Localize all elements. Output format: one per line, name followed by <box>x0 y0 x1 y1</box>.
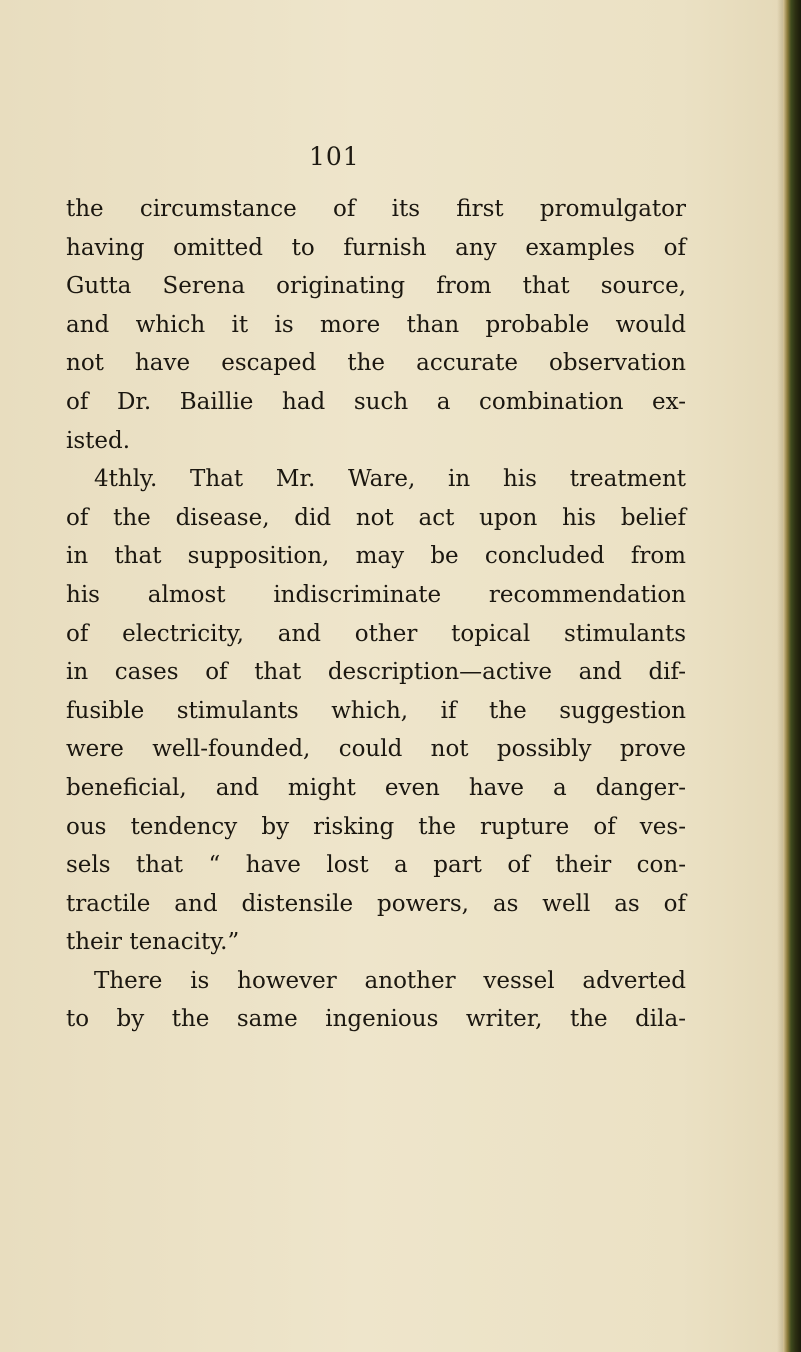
text-line: of Dr. Baillie had such a combination ex- <box>66 388 686 415</box>
text-line: There is however another vessel adverted <box>94 967 686 994</box>
text-line: 4thly. That Mr. Ware, in his treatment <box>94 466 686 493</box>
text-line: the circumstance of its first promulgator <box>66 196 686 222</box>
text-line: his almost indiscriminate recommendation <box>66 581 686 608</box>
text-line: in that supposition, may be concluded from <box>66 543 686 570</box>
text-line: isted. <box>66 427 131 454</box>
book-binding-edge <box>783 0 801 1352</box>
text-line: fusible stimulants which, if the suggestion <box>66 697 686 724</box>
text-line: of the disease, did not act upon his belief <box>66 504 686 531</box>
text-line: in cases of that description—active and dif- <box>66 659 686 686</box>
text-line: beneficial, and might even have a danger- <box>66 774 686 801</box>
page-number: 101 <box>309 142 360 171</box>
text-line: and which it is more than probable would <box>66 311 686 338</box>
text-line: Gutta Serena originating from that source, <box>66 273 686 300</box>
text-line: of electricity, and other topical stimulants <box>66 620 686 647</box>
text-line: having omitted to furnish any examples of <box>66 234 686 261</box>
body-text <box>66 190 686 1039</box>
text-line: tractile and distensile powers, as well as of <box>66 890 686 917</box>
text-line: were well-founded, could not possibly prove <box>66 736 686 763</box>
text-line: not have escaped the accurate observation <box>66 350 686 377</box>
text-line: sels that “ have lost a part of their con- <box>66 852 686 879</box>
text-line: their tenacity.” <box>66 929 240 956</box>
text-line: ous tendency by risking the rupture of ves- <box>66 813 686 840</box>
text-line: to by the same ingenious writer, the dila- <box>66 1006 686 1033</box>
